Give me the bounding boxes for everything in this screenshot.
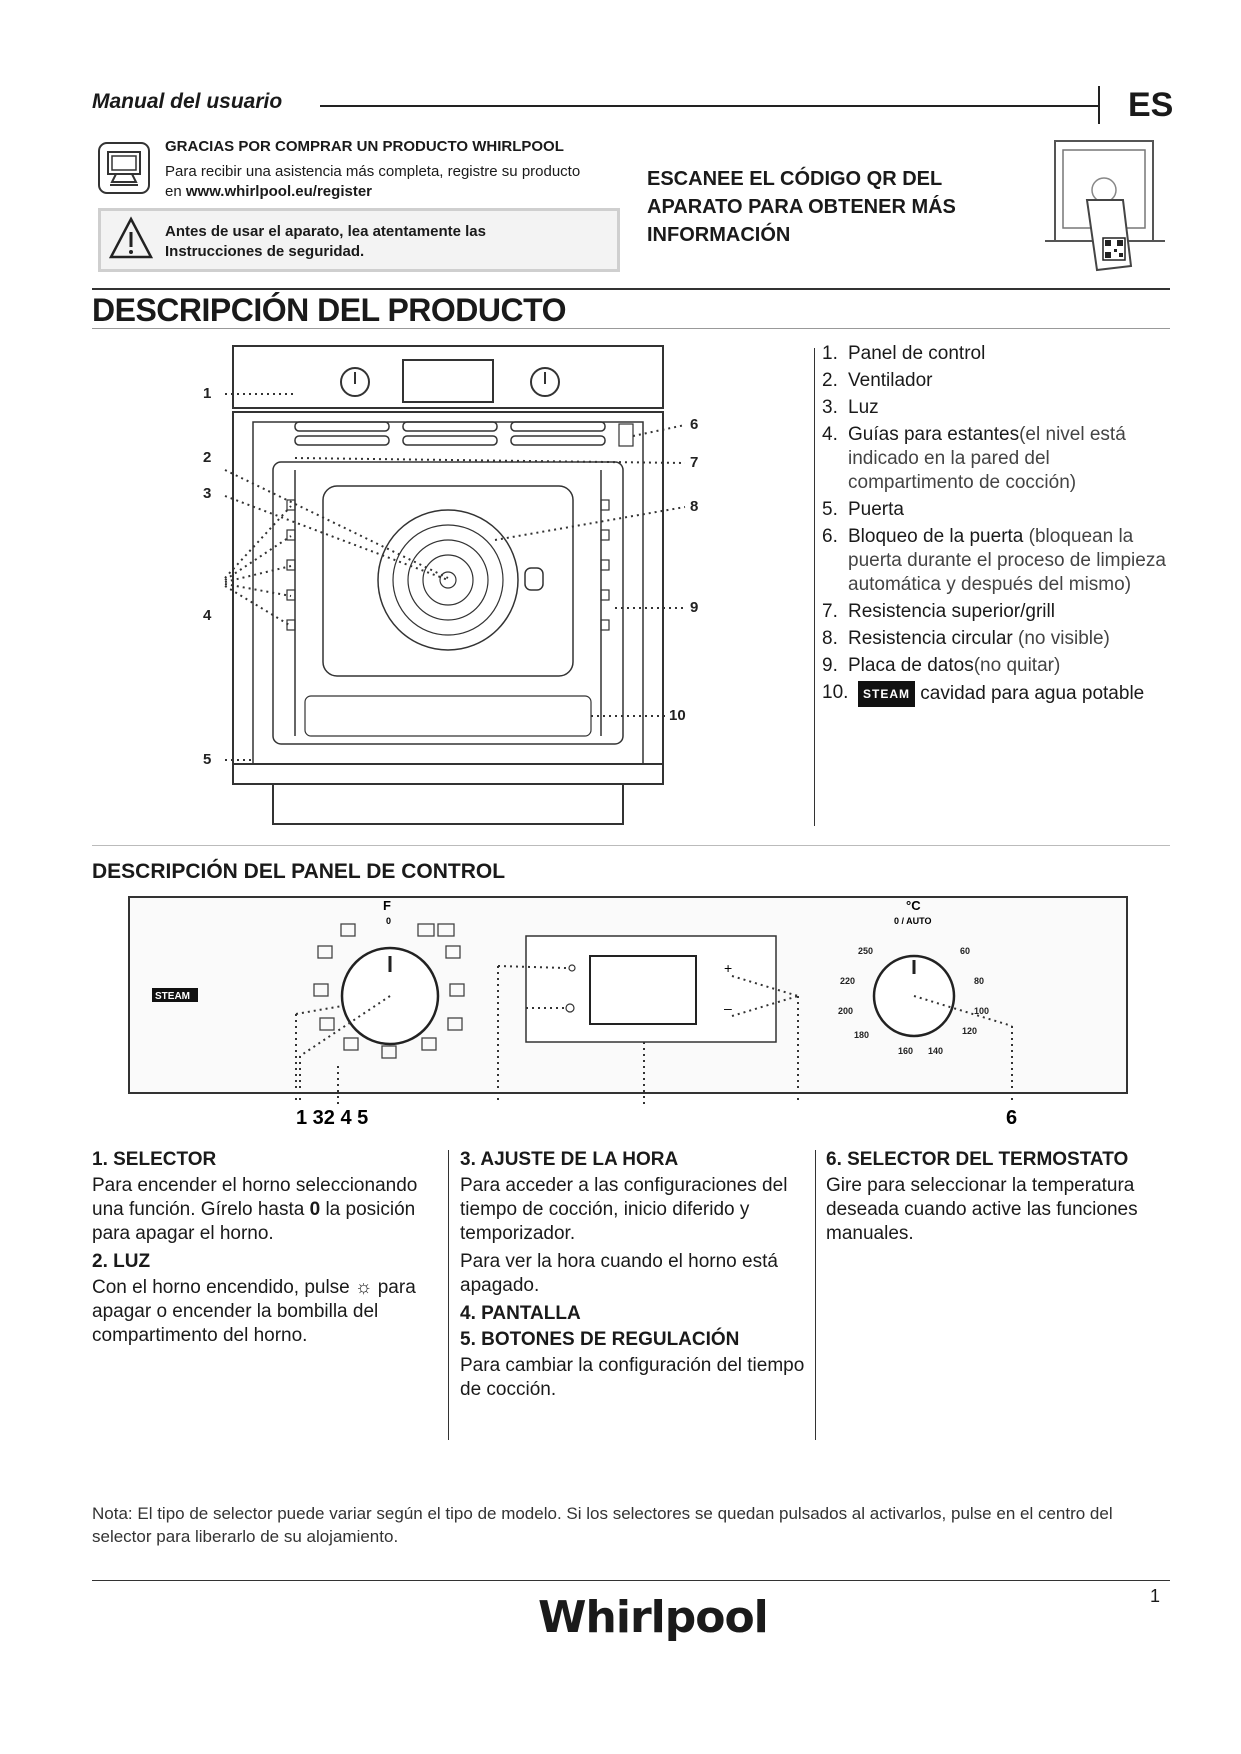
selector-text: Para encender el horno seleccionando una función. Gírelo hasta 0 la posición para apagar el horno. (92, 1175, 418, 1244)
callout-2: 2 (203, 449, 212, 466)
register-link[interactable]: www.whirlpool.eu/register (185, 183, 372, 200)
list-item (822, 654, 1167, 678)
temp-80: 80 (974, 976, 985, 986)
steam-badge: STEAM (858, 681, 915, 707)
thermostat-auto: 0 / AUTO (894, 916, 932, 926)
column-thermostat (826, 1148, 1176, 1250)
list-item (822, 525, 1167, 597)
part-num: 7. (822, 601, 838, 622)
part-num: 5. (822, 499, 838, 520)
part-name: Luz (848, 397, 879, 418)
part-detail: (bloquean la puerta durante el proceso de limpieza automática y después del mismo) (848, 526, 1166, 595)
register-text-body: Para recibir una asistencia más completa, registre su producto en (165, 163, 581, 200)
part-name: Panel de control (848, 343, 986, 364)
part-name: Bloqueo de la puerta (bloquean la puerta durante el proceso de limpieza automática y después del mismo) (848, 526, 1166, 595)
manual-title: Manual del usuario (92, 90, 283, 113)
language-code: ES (1128, 86, 1174, 124)
panel-steam-label: STEAM (155, 991, 190, 1002)
list-item (822, 627, 1167, 651)
temp-200: 200 (838, 1006, 854, 1016)
part-num: 10. (822, 682, 849, 703)
display-heading: 4. PANTALLA (460, 1303, 581, 1324)
callout-10: 10 (669, 707, 686, 724)
part-detail: (no quitar) (973, 655, 1061, 676)
temp-120: 120 (962, 1026, 978, 1036)
part-name: Puerta (848, 499, 904, 520)
panel-callout-right: 6 (1006, 1107, 1018, 1129)
list-item (822, 342, 1167, 366)
temp-180: 180 (854, 1030, 870, 1040)
list-item (822, 423, 1167, 495)
callout-5: 5 (203, 751, 212, 768)
temp-100: 100 (974, 1006, 990, 1016)
callout-3: 3 (203, 485, 212, 502)
callout-1: 1 (203, 385, 212, 402)
register-text (165, 162, 585, 202)
selector-zero-label: 0 (386, 916, 392, 926)
section-rule (92, 328, 1170, 329)
section-rule (92, 845, 1170, 846)
footer-rule (92, 1580, 1170, 1581)
temp-250: 250 (858, 946, 874, 956)
oven-diagram (195, 340, 725, 835)
part-num: 4. (822, 424, 838, 445)
part-name: Resistencia superior/grill (848, 601, 1055, 622)
register-title: GRACIAS POR COMPRAR UN PRODUCTO WHIRLPOOL (165, 138, 564, 155)
thermostat-heading: 6. SELECTOR DEL TERMOSTATO (826, 1149, 1129, 1170)
header-divider (1098, 86, 1100, 124)
part-detail: (no visible) (1012, 628, 1110, 649)
callout-7: 7 (690, 454, 699, 471)
part-name: Resistencia circular (no visible) (848, 628, 1110, 649)
qr-instructions: ESCANEE EL CÓDIGO QR DEL APARATO PARA OBTENER MÁS INFORMACIÓN (647, 168, 956, 246)
time-heading: 3. AJUSTE DE LA HORA (460, 1149, 679, 1170)
thermostat-text: Gire para seleccionar la temperatura deseada cuando active las funciones manuales. (826, 1175, 1138, 1244)
list-item (822, 600, 1167, 624)
whirlpool-logo: Whirlpool (538, 1592, 768, 1643)
part-num: 2. (822, 370, 838, 391)
control-panel-title: DESCRIPCIÓN DEL PANEL DE CONTROL (92, 860, 506, 883)
buttons-heading: 5. BOTONES DE REGULACIÓN (460, 1329, 740, 1350)
list-item (822, 396, 1167, 420)
product-description-title: DESCRIPCIÓN DEL PRODUCTO (92, 292, 566, 328)
computer-icon (98, 142, 150, 199)
part-num: 6. (822, 526, 838, 547)
light-heading: 2. LUZ (92, 1251, 151, 1272)
part-num: 8. (822, 628, 838, 649)
display-screen (590, 956, 696, 1024)
thermostat-unit: °C (906, 898, 921, 913)
list-item (822, 369, 1167, 393)
part-name: Placa de datos(no quitar) (848, 655, 1061, 676)
part-num: 9. (822, 655, 838, 676)
column-divider (815, 1150, 816, 1440)
temp-220: 220 (840, 976, 856, 986)
temp-140: 140 (928, 1046, 944, 1056)
column-time (460, 1148, 810, 1406)
parts-divider (814, 348, 815, 826)
list-item (822, 498, 1167, 522)
page-number: 1 (1150, 1586, 1161, 1606)
part-num: 1. (822, 343, 838, 364)
temp-160: 160 (898, 1046, 914, 1056)
part-detail: (el nivel está indicado en la pared del compartimento de cocción) (848, 424, 1126, 493)
column-divider (448, 1150, 449, 1440)
part-name: STEAM cavidad para agua potable (858, 681, 1144, 707)
control-panel-diagram (128, 896, 1128, 1136)
buttons-text: Para cambiar la configuración del tiempo de cocción. (460, 1355, 805, 1400)
callout-9: 9 (690, 599, 699, 616)
plus-button[interactable]: + (724, 960, 733, 976)
part-name: Ventilador (848, 370, 933, 391)
header-rule (320, 105, 1098, 107)
part-num: 3. (822, 397, 838, 418)
selector-heading: 1. SELECTOR (92, 1149, 217, 1170)
callout-4: 4 (203, 607, 212, 624)
part-name: Guías para estantes(el nivel está indicado en la pared del compartimento de cocción) (848, 424, 1126, 493)
warning-icon (108, 216, 154, 267)
light-text: Con el horno encendido, pulse ☼ para apagar o encender la bombilla del compartimento del horno. (92, 1277, 416, 1346)
list-item (822, 681, 1167, 707)
callout-6: 6 (690, 416, 699, 433)
minus-button[interactable]: – (724, 1000, 732, 1016)
selector-f-label: F (383, 898, 391, 913)
callout-8: 8 (690, 498, 699, 515)
note-text: Nota: El tipo de selector puede variar según el tipo de modelo. Si los selectores se quedan pulsados al activarlos, pulse en el centro del selector para liberarlo de su alojamiento. (92, 1504, 1113, 1546)
time-text-2: Para ver la hora cuando el horno está apagado. (460, 1251, 778, 1296)
section-rule (92, 288, 1170, 290)
warning-text: Antes de usar el aparato, lea atentamente las Instrucciones de seguridad. (165, 223, 486, 260)
column-selector (92, 1148, 442, 1352)
bulb-icon: ☼ (355, 1277, 373, 1298)
time-text: Para acceder a las configuraciones del tiempo de cocción, inicio diferido y temporizador. (460, 1175, 788, 1244)
temp-60: 60 (960, 946, 971, 956)
oven-qr-illustration (1035, 138, 1175, 283)
parts-list (822, 342, 1167, 710)
panel-callouts-left: 1 32 4 5 (296, 1107, 369, 1129)
